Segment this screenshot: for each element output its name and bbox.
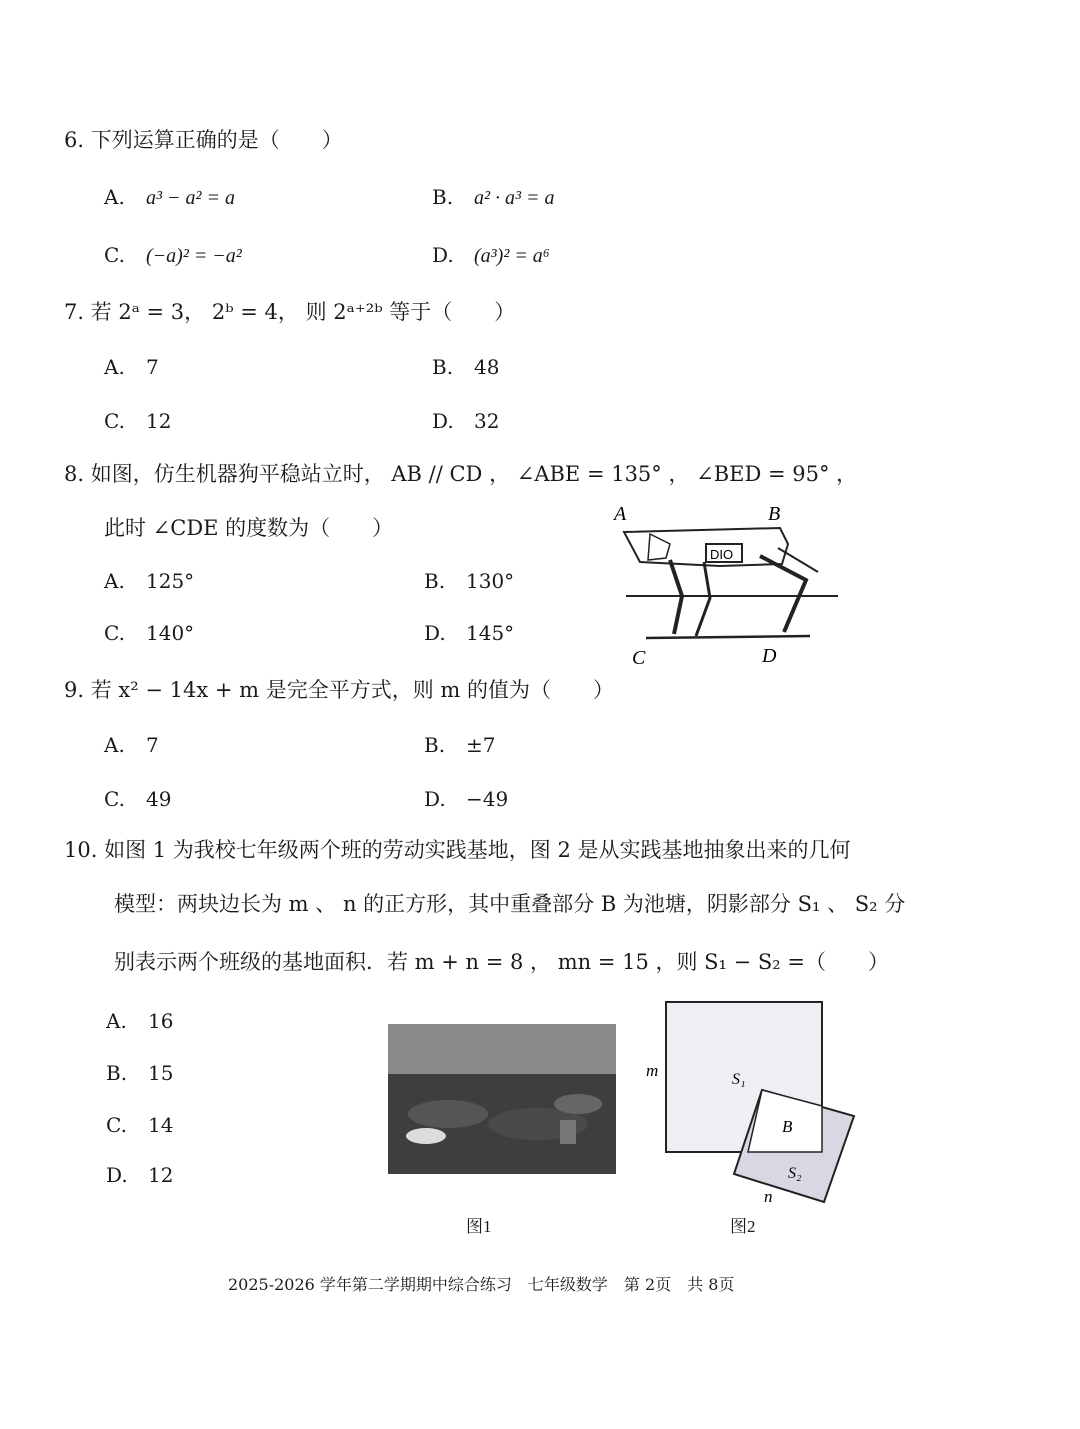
area-s1-label: S₁ (732, 1071, 746, 1088)
q10-option-a: A. 16 (106, 1009, 174, 1033)
q8-option-c: C. 140° (104, 621, 195, 645)
q6-option-c: C. (−a)² = −a² (104, 243, 242, 267)
point-c-label: C (632, 647, 646, 669)
geometry-model-figure (640, 996, 870, 1206)
q8-option-b: B. 130° (424, 569, 515, 593)
point-a-label: A (614, 503, 627, 525)
q7-option-b: B. 48 (432, 355, 500, 379)
q6-option-b: B. a² · a³ = a (432, 185, 555, 209)
q10-option-c: C. 14 (106, 1113, 174, 1137)
robot-screen-text: DIO (710, 547, 734, 562)
question-7: 7. 若 2ᵃ = 3， 2ᵇ = 4， 则 2ᵃ⁺²ᵇ 等于（ ） (64, 300, 516, 324)
q9-option-c: C. 49 (104, 787, 172, 811)
question-10-line3: 别表示两个班级的基地面积．若 m + n = 8 ， mn = 15 ，则 S₁ − S₂ =（ ） (114, 950, 889, 974)
point-d-label: D (762, 645, 777, 667)
q7-option-a: A. 7 (104, 355, 159, 379)
q7-option-c: C. 12 (104, 409, 172, 433)
q9-option-a: A. 7 (104, 733, 159, 757)
q9-option-d: D. −49 (424, 787, 509, 811)
question-8-line1: 8. 如图，仿生机器狗平稳站立时， AB // CD ， ∠ABE = 135° ， ∠BED = 95° ， (64, 462, 858, 486)
question-10-line2: 模型：两块边长为 m 、 n 的正方形，其中重叠部分 B 为池塘，阴影部分 S₁ 、 S₂ 分 (114, 892, 906, 916)
area-s2-label: S₂ (788, 1165, 802, 1182)
side-n-label: n (764, 1187, 773, 1206)
figure-2-caption: 图2 (730, 1217, 756, 1236)
q6-option-a: A. a³ − a² = a (104, 185, 235, 209)
q10-option-b: B. 15 (106, 1061, 174, 1085)
point-b-label: B (768, 503, 781, 525)
q8-option-a: A. 125° (104, 569, 195, 593)
q8-option-d: D. 145° (424, 621, 515, 645)
q6-option-d: D. (a³)² = a⁶ (432, 243, 550, 267)
question-9: 9. 若 x² − 14x + m 是完全平方式，则 m 的值为（ ） (64, 678, 614, 702)
pond-b-label: B (782, 1117, 793, 1136)
question-8-line2: 此时 ∠CDE 的度数为（ ） (104, 516, 394, 540)
q7-option-d: D. 32 (432, 409, 500, 433)
figure-1-caption: 图1 (466, 1217, 492, 1236)
q10-option-d: D. 12 (106, 1163, 174, 1187)
practice-base-photo (388, 1024, 616, 1174)
page-footer: 2025-2026 学年第二学期期中综合练习 七年级数学 第 2页 共 8页 (228, 1275, 735, 1294)
question-6: 6. 下列运算正确的是（ ） (64, 128, 343, 152)
robot-dog-figure (610, 500, 850, 675)
side-m-label: m (646, 1061, 659, 1080)
question-10-line1: 10. 如图 1 为我校七年级两个班的劳动实践基地，图 2 是从实践基地抽象出来的几何 (64, 838, 851, 862)
q9-option-b: B. ±7 (424, 733, 496, 757)
